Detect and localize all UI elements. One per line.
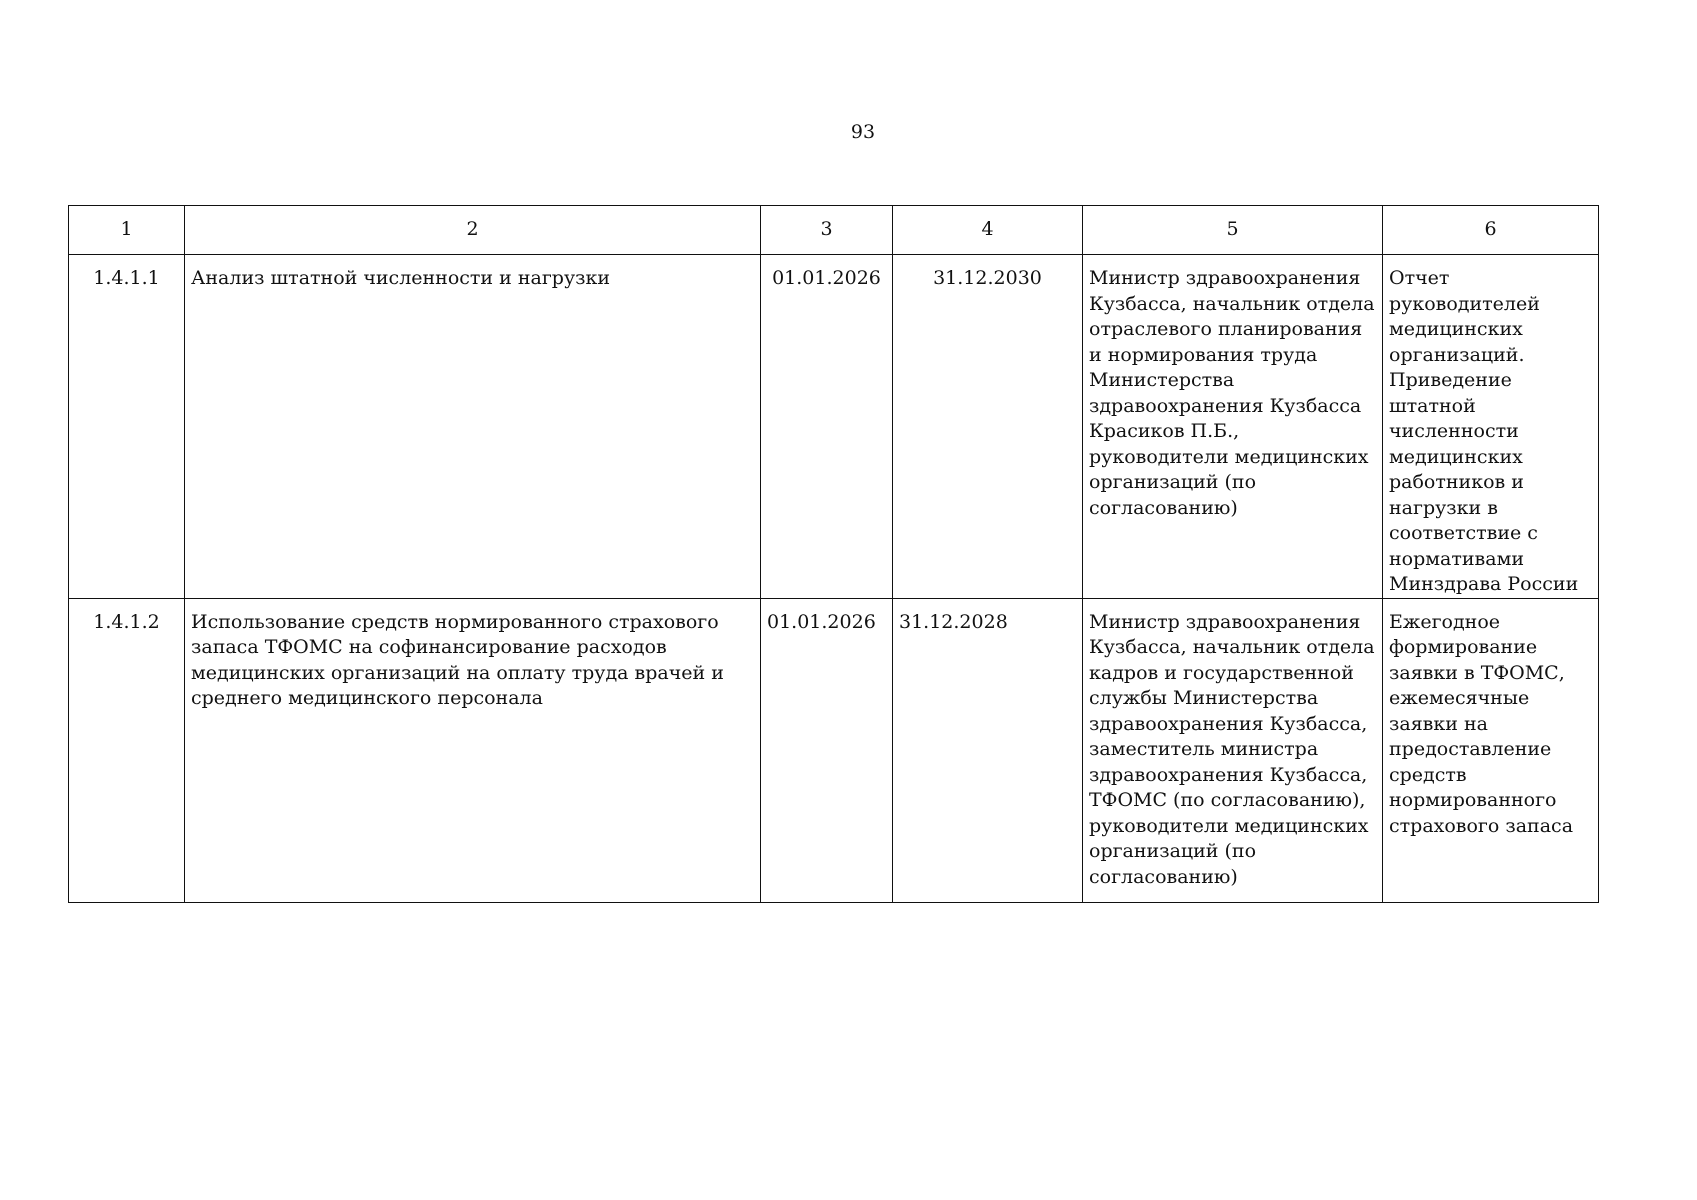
row-responsible: Министр здравоохранения Кузбасса, начальник отдела кадров и государственной службы Министерства здравоохранения Кузбасса, заместитель министра здравоохранения Кузбасса, ТФОМС (по согласованию), руководители медицинских организаций (по согласованию) [1083, 598, 1383, 902]
table-row [69, 255, 1599, 599]
row-code: 1.4.1.1 [69, 255, 185, 599]
header-col-3: 3 [761, 206, 893, 255]
row-code: 1.4.1.2 [69, 598, 185, 902]
activities-table [68, 205, 1599, 903]
header-col-2: 2 [185, 206, 761, 255]
row-activity: Использование средств нормированного страхового запаса ТФОМС на софинансирование расходов медицинских организаций на оплату труда врачей и среднего медицинского персонала [185, 598, 761, 902]
row-start-date: 01.01.2026 [761, 255, 893, 599]
row-result: Отчет руководителей медицинских организаций. Приведение штатной численности медицинских работников и нагрузки в соответствие с нормативами Минздрава России [1383, 255, 1599, 599]
row-end-date: 31.12.2030 [893, 255, 1083, 599]
table-row [69, 598, 1599, 902]
page-number: 93 [850, 121, 876, 143]
row-end-date: 31.12.2028 [893, 598, 1083, 902]
header-col-5: 5 [1083, 206, 1383, 255]
header-col-1: 1 [69, 206, 185, 255]
row-responsible: Министр здравоохранения Кузбасса, начальник отдела отраслевого планирования и нормирования труда Министерства здравоохранения Кузбасса Красиков П.Б., руководители медицинских организаций (по согласованию) [1083, 255, 1383, 599]
row-activity: Анализ штатной численности и нагрузки [185, 255, 761, 599]
header-col-6: 6 [1383, 206, 1599, 255]
header-col-4: 4 [893, 206, 1083, 255]
row-start-date: 01.01.2026 [761, 598, 893, 902]
table-header-row [69, 206, 1599, 255]
row-result: Ежегодное формирование заявки в ТФОМС, ежемесячные заявки на предоставление средств нормированного страхового запаса [1383, 598, 1599, 902]
